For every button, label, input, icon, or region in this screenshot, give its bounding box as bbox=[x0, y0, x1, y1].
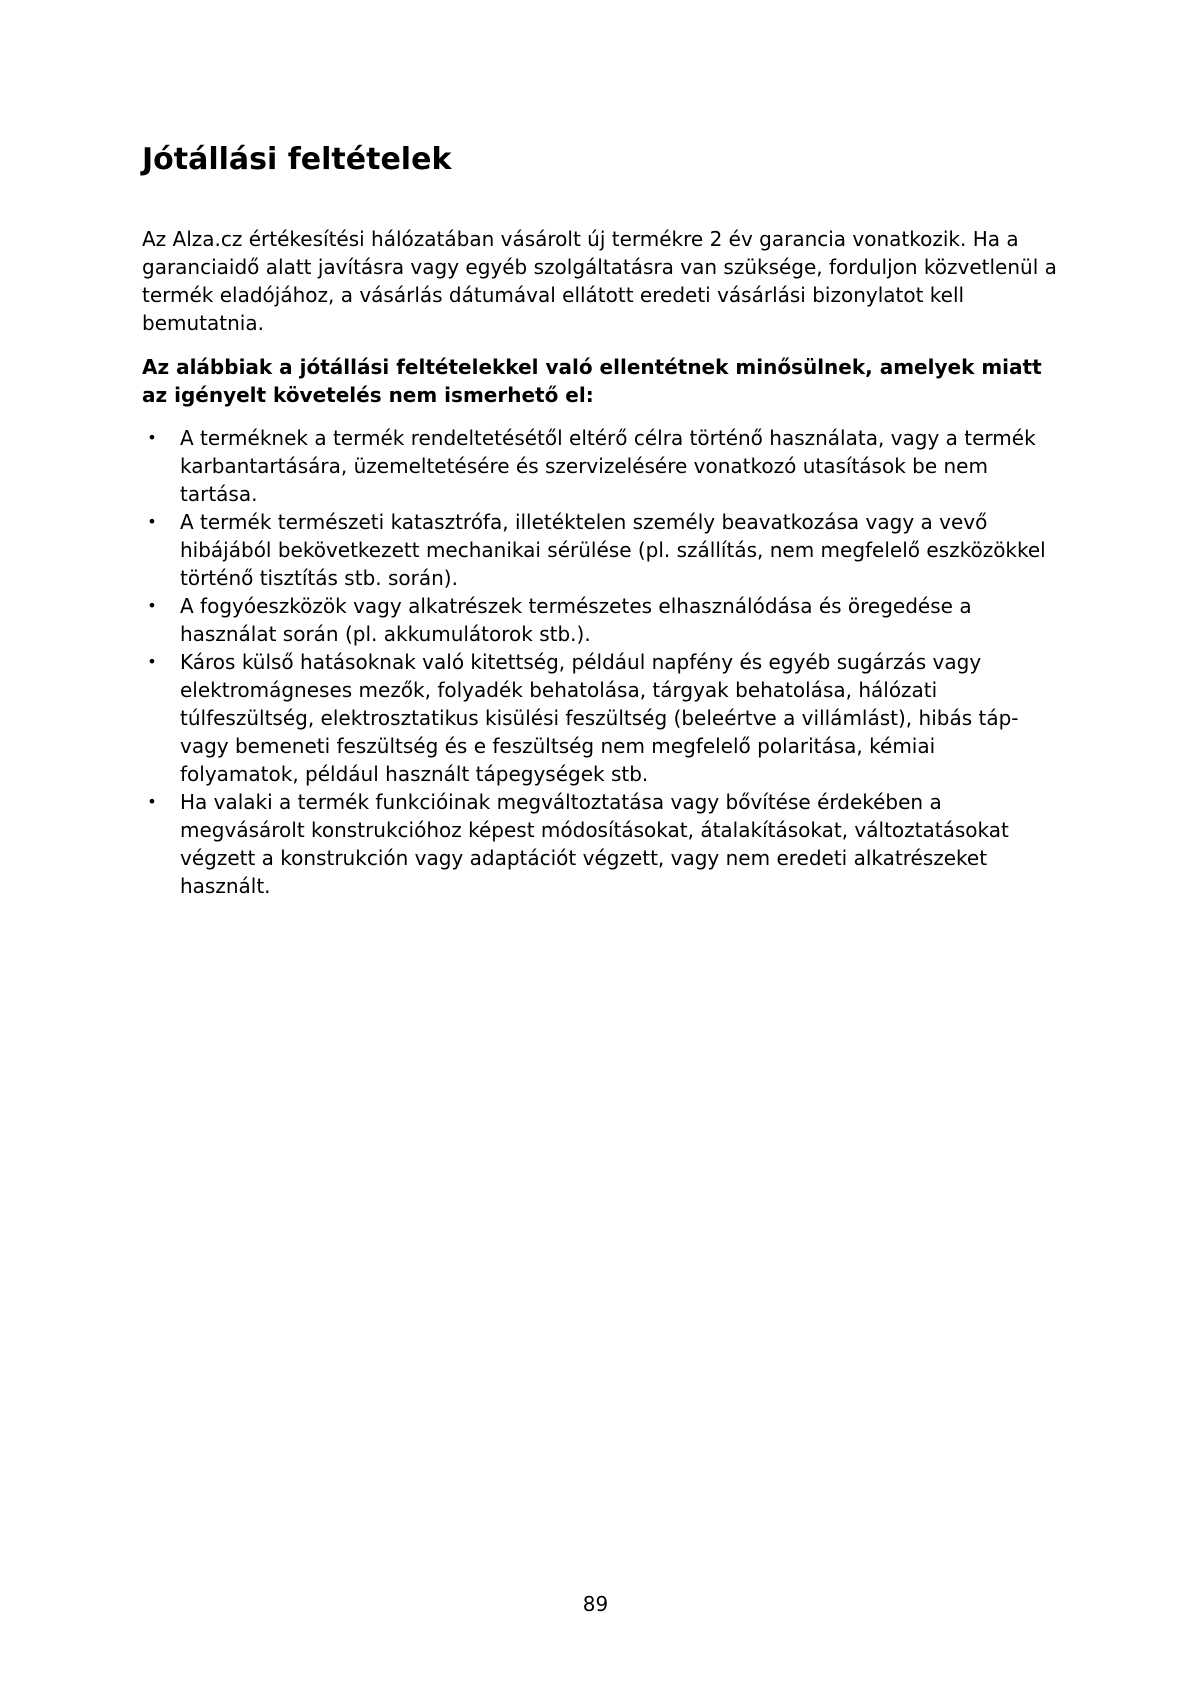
list-item bbox=[142, 648, 1072, 788]
bullet-icon: • bbox=[147, 652, 157, 671]
conditions-list bbox=[142, 424, 1072, 900]
list-item-line: karbantartására, üzemeltetésére és szervizelésére vonatkozó utasítások be nem bbox=[180, 454, 988, 478]
page-title: Jótállási feltételek bbox=[142, 142, 452, 177]
intro-line: bemutatnia. bbox=[142, 311, 264, 335]
list-item bbox=[142, 424, 1072, 508]
intro-line: Az Alza.cz értékesítési hálózatában vásárolt új termékre 2 év garancia vonatkozik. Ha a bbox=[142, 227, 1019, 251]
heading-line: Az alábbiak a jótállási feltételekkel való ellentétnek minősülnek, amelyek miatt bbox=[142, 355, 1042, 379]
list-item-line: megvásárolt konstrukcióhoz képest módosításokat, átalakításokat, változtatásokat bbox=[180, 818, 1009, 842]
intro-line: termék eladójához, a vásárlás dátumával ellátott eredeti vásárlási bizonylatot kell bbox=[142, 283, 965, 307]
bullet-icon: • bbox=[147, 792, 157, 811]
list-item-line: Ha valaki a termék funkcióinak megváltoztatása vagy bővítése érdekében a bbox=[180, 790, 942, 814]
intro-line: garanciaidő alatt javításra vagy egyéb szolgáltatásra van szüksége, forduljon közvetlenül a bbox=[142, 255, 1057, 279]
intro-paragraph bbox=[142, 225, 1072, 337]
list-item-line: Káros külső hatásoknak való kitettség, például napfény és egyéb sugárzás vagy bbox=[180, 650, 982, 674]
heading-line: az igényelt követelés nem ismerhető el: bbox=[142, 383, 594, 407]
bullet-icon: • bbox=[147, 596, 157, 615]
list-item-line: történő tisztítás stb. során). bbox=[180, 566, 458, 590]
list-item-line: túlfeszültség, elektrosztatikus kisülési feszültség (beleértve a villámlást), hibás táp- bbox=[180, 706, 1019, 730]
list-item-line: hibájából bekövetkezett mechanikai sérülése (pl. szállítás, nem megfelelő eszközökkel bbox=[180, 538, 1046, 562]
list-item-line: A terméknek a termék rendeltetésétől eltérő célra történő használata, vagy a termék bbox=[180, 426, 1036, 450]
list-item-line: tartása. bbox=[180, 482, 258, 506]
list-item-line: A termék természeti katasztrófa, illetéktelen személy beavatkozása vagy a vevő bbox=[180, 510, 988, 534]
list-item-line: végzett a konstrukción vagy adaptációt végzett, vagy nem eredeti alkatrészeket bbox=[180, 846, 988, 870]
list-item bbox=[142, 508, 1072, 592]
bullet-icon: • bbox=[147, 512, 157, 531]
list-item bbox=[142, 788, 1072, 900]
page-number: 89 bbox=[582, 1592, 609, 1616]
list-item-line: használt. bbox=[180, 874, 271, 898]
list-item-line: vagy bemeneti feszültség és e feszültség nem megfelelő polaritása, kémiai bbox=[180, 734, 936, 758]
list-item-line: folyamatok, például használt tápegységek stb. bbox=[180, 762, 649, 786]
list-item-line: A fogyóeszközök vagy alkatrészek természetes elhasználódása és öregedése a bbox=[180, 594, 972, 618]
bullet-icon: • bbox=[147, 428, 157, 447]
list-item-line: használat során (pl. akkumulátorok stb.). bbox=[180, 622, 591, 646]
list-item-line: elektromágneses mezők, folyadék behatolása, tárgyak behatolása, hálózati bbox=[180, 678, 938, 702]
conditions-heading bbox=[142, 353, 1072, 409]
list-item bbox=[142, 592, 1072, 648]
